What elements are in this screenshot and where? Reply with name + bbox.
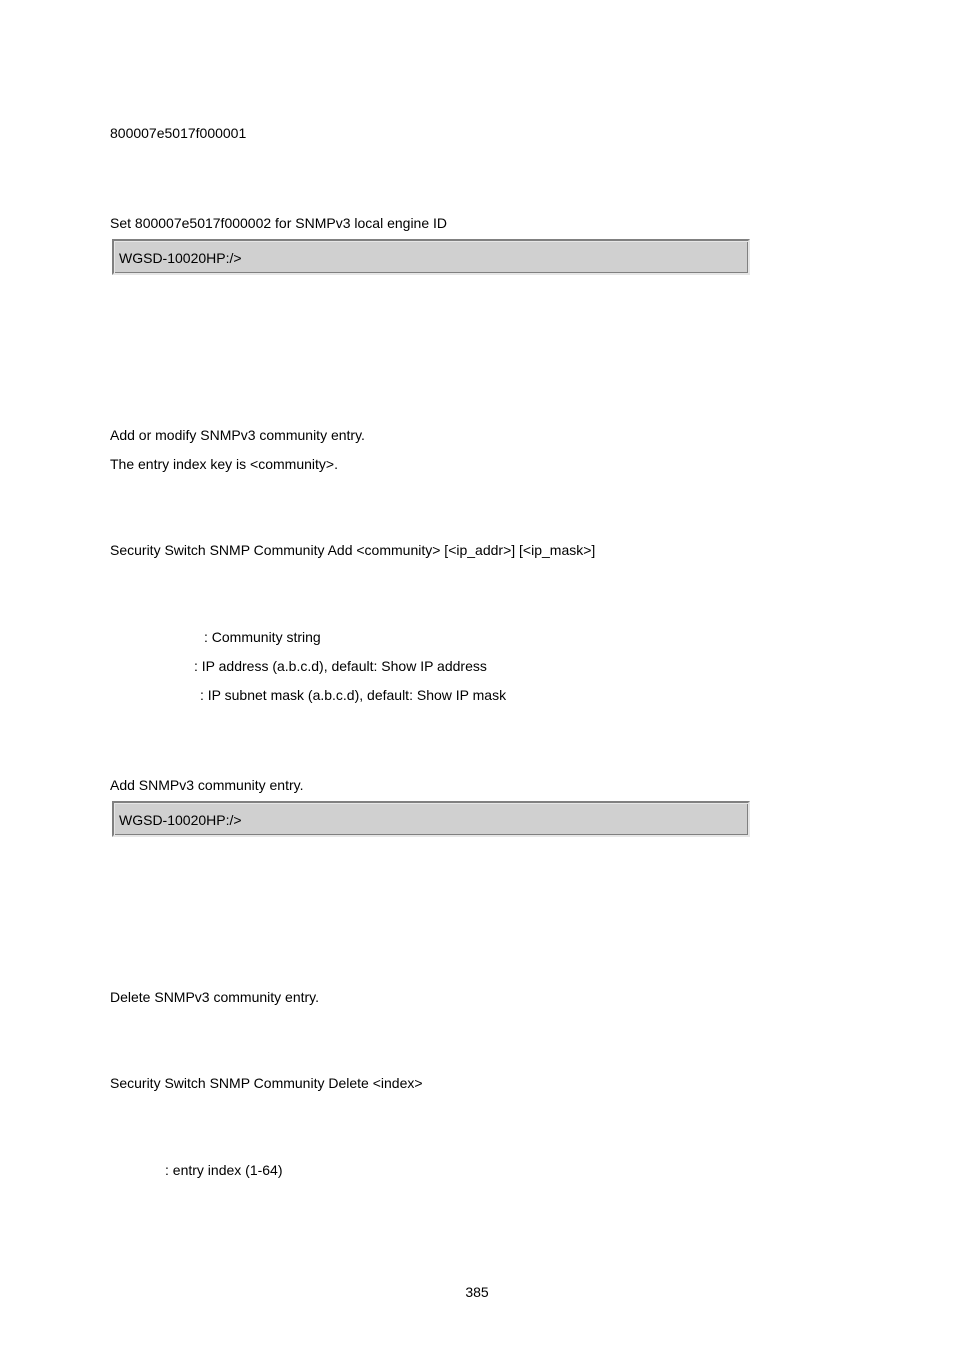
engine-default-value: 800007e5017f000001 <box>110 125 247 141</box>
community-add-example-description: Add SNMPv3 community entry. <box>110 777 304 793</box>
community-add-syntax: Security Switch SNMP Community Add <community> [<ip_addr>] [<ip_mask>] <box>110 542 596 558</box>
param-index: : entry index (1-64) <box>165 1162 283 1178</box>
param-community: : Community string <box>204 629 321 645</box>
engine-example-command-box <box>112 239 750 275</box>
community-delete-syntax: Security Switch SNMP Community Delete <index> <box>110 1075 423 1091</box>
community-add-index-key: The entry index key is <community>. <box>110 456 338 472</box>
param-ip-addr: : IP address (a.b.c.d), default: Show IP address <box>194 658 487 674</box>
cli-prompt: WGSD-10020HP:/> <box>119 250 242 266</box>
engine-example-description: Set 800007e5017f000002 for SNMPv3 local engine ID <box>110 215 448 231</box>
cli-prompt: WGSD-10020HP:/> <box>119 812 242 828</box>
page-number: 385 <box>465 1284 489 1300</box>
community-add-command-box <box>112 801 750 837</box>
community-delete-description: Delete SNMPv3 community entry. <box>110 989 320 1005</box>
community-add-description: Add or modify SNMPv3 community entry. <box>110 427 365 443</box>
param-ip-mask: : IP subnet mask (a.b.c.d), default: Show IP mask <box>200 687 507 703</box>
